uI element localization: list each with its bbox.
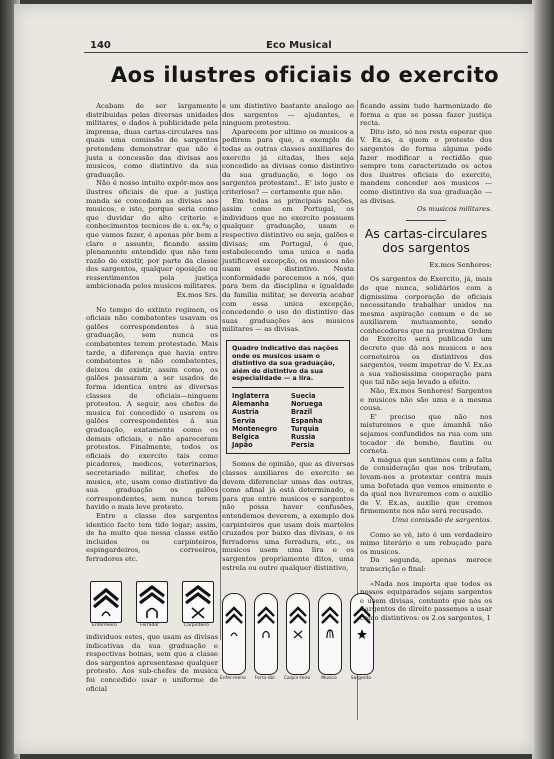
country-list xyxy=(232,392,344,449)
country: Alemanha xyxy=(232,400,269,409)
figure-label: Sargento xyxy=(350,676,372,681)
chevron-figures xyxy=(86,581,218,629)
country: Servia xyxy=(232,416,256,425)
paragraph: Não, Ex.mos Senhores! Sargentos e musicos não são uma e a mesma cousa. xyxy=(360,387,492,413)
signature: Os musicos militares. xyxy=(417,205,492,214)
header-rule xyxy=(84,52,528,53)
paragraph: Não é nosso intuito expôr-mos aos ilustres oficiais de que a justiça manda se concedam as divisas aos musicos, e isto, porque seria como que duvidar do alto criterio e conhecimentos tecnicos de s. ex.ªs; o que vamos fazer, é apenas pôr bem a claro o assunto, ficando assim plenamente entendido que não tem razão de existir, por parte da classe dos sargentos, qualquer oposição ou ressentimentos pela justiça ambicionada pelos musicos militares. xyxy=(86,179,218,291)
paragraph: individuos estes, que usam as divisas indicativas da sua graduação e respectivas boinas, sem que a classe dos sargentos apresentasse qualquer protesto. Aos sub-chefes de musica foi concedido usar o uniforme de oficial xyxy=(86,633,218,693)
sleeve-insignia-icon xyxy=(286,593,310,675)
paragraph: Aparecem por ultimo os musicos a pedirem para que, a exemplo de todas as outras classes auxiliares do exercito já citadas, lhes seja concedido as divisas como distintivo da sua graduação, e logo os sargentos protestam!.. E' isto justo e criterioso? — certamente que não. xyxy=(222,127,354,196)
figure-label: Carpin-teiro xyxy=(283,676,311,681)
column-1 xyxy=(86,102,218,563)
sleeve-insignia-icon xyxy=(318,593,342,675)
paragraph: «Nada nos importa que todos os nossos equiparados sejam sargentos e usem divisas, contanto que nós os Sargentos de direito passemos a usar como distintivos: os 2.os sargentos, 1 xyxy=(360,579,492,622)
paragraph: ficando assim tudo harmonizado de forma a que se possa fazer justiça recta. xyxy=(360,102,492,128)
column-divider xyxy=(220,100,221,640)
column-1-continued xyxy=(86,633,218,693)
figure-label: Carpinteiro xyxy=(184,623,209,628)
country: Russia xyxy=(291,433,316,442)
country-column-right xyxy=(291,392,344,449)
table-rule xyxy=(232,387,344,388)
page-edge xyxy=(532,0,554,759)
section-title: As cartas-circulares dos sargentos xyxy=(364,225,488,255)
figure-label: Enfermeiro xyxy=(92,623,117,628)
figure-label: Ferra-dor xyxy=(254,676,276,681)
sleeve-insignia-icon xyxy=(222,593,246,675)
country: Suecia xyxy=(291,392,316,400)
salutation: Ex.mos Srs. xyxy=(176,291,218,300)
country: Persia xyxy=(291,441,315,450)
paragraph: e um distintivo bastante analogo ao dos sargentos — ajudantes, e ninguem protestou. xyxy=(222,102,354,128)
country: Inglaterra xyxy=(232,392,270,400)
paragraph: Os sargentos do Exercito, já, mais do que nunca, solidários com a dignissima corporação de oficiais necessitando trabalhar unidos na mesma aspiração comum e de se auxiliarem mutuamente, sendo conhecedores que na proxima Ordem do Exército será publicado um decreto que dá aos musicos e aos corneteiros os distintivos dos sargentos, veem impetrar de V. Ex.as a sua valiosissima cooperação para que tal não seja levado a efeito. xyxy=(360,275,492,387)
country-column-left xyxy=(232,392,285,449)
chevron-badge-horseshoe-icon xyxy=(136,581,168,623)
country: Turquia xyxy=(291,424,319,433)
paragraph: Somos de opinião, que as diversas classes auxiliares do exercito se devem diferenciar umas das outras, como afinal já está determinado, e para que entre musicos e sargentos não possa haver confusões, entendemos deverem, a exemplo dos carpinteiros que usam dois martelos cruzados por baixo das divisas, e os ferradores uma ferradura, etc., os musicos usem uma lira e os sargentos propriamente ditos, uma estrela ou outro qualquer distintivo, xyxy=(222,460,354,572)
country: Brazil xyxy=(291,408,313,417)
country: Belgica xyxy=(232,433,260,442)
paragraph: Como se vê, isto é um verdadeiro mimo literário e um rebuçado para os musicos. xyxy=(360,530,492,556)
paragraph: Entre a classe dos sargentos identico facto tem tido logar; assim, de ha muito que nessa classe estão incluidos os carpinteiros, espingardeiros, correeiros, ferradores etc. xyxy=(86,511,218,563)
page-number: 140 xyxy=(90,40,111,51)
country: Japão xyxy=(232,441,253,450)
signature: Uma comissão de sargentos. xyxy=(391,515,492,524)
paragraph: Da segunda, apenas merece transcrição o final: xyxy=(360,556,492,573)
sleeve-figures xyxy=(218,593,378,685)
country: Austria xyxy=(232,408,259,417)
running-header: Eco Musical xyxy=(266,40,332,51)
article-title: Aos ilustres oficiais do exercito xyxy=(110,63,500,87)
column-3 xyxy=(360,102,492,622)
country: Espanha xyxy=(291,416,323,425)
chevron-badge-lyre-icon xyxy=(90,581,122,623)
chevron-badge-hammers-icon xyxy=(182,581,214,623)
nations-table xyxy=(226,340,350,454)
figure-label: Musico xyxy=(321,676,337,681)
country: Noruega xyxy=(291,400,323,409)
country: Montenegro xyxy=(232,424,278,433)
paragraph: A mágua que sentimos com a falta de consideração que nos tributam, levam-nos a protestar contra mais uma bofetada que vemos eminente e da qual nos livraremos com o auxilio de V. Ex.as, auxilio que cremos firmemente nos não será recusado. xyxy=(360,455,492,516)
column-2 xyxy=(222,102,354,572)
sleeve-insignia-icon xyxy=(254,593,278,675)
figure-label: Enfer-meiro xyxy=(219,676,247,681)
table-caption: Quadro indicativo das nações onde os musicos usam o distintivo da sua graduação, além do distintivo da sua especialidade — a lira. xyxy=(232,344,339,383)
paragraph: No tempo do extinto regimen, os oficiais não combatentes usavam os galões correspondentes á sua graduação, sem nunca os combatentes terem protestado. Mais tarde, a diferença que havia entre combatentes e não combatentes, deixou de existir, assim como, os galões passaram a ser usados de forma identica entre as diversas classes de oficiais—ninguem protestou. A seguir, aos chefes de musica foi concedido o usarem os galões correspondentes á sua graduação, exatamente como os demais oficiais, e não apareceram protestos. Finalmente, todos os oficiais do exercito tais como picadores, medicos, veterinarios, secretariado militar, chefes de musica, etc, usam como distintivo da sua graduação os galões correspondentes, sem nunca terem havido o mais leve protesto. xyxy=(86,305,218,512)
paragraph: Dito isto, só nos resta esperar que V. Ex.as, a quem o protesto dos sargentos de forma alguma pode fazer modificar a rectidão que sempre tem caracterizado os actos dos ilustres oficiais do exercito, mandem conceder aos musicos — como distintivo da sua graduação — as divisas. xyxy=(360,127,492,205)
paragraph: E' preciso que não nos misturemos e que ámanhã não sejamos confundidos na rua com um tocador de bombo, flautim ou corneta. xyxy=(360,412,492,456)
salutation: Ex.mos Senhores: xyxy=(429,260,492,269)
paragraph: Acabam de ser largamente distribuidas pelas diversas unidades militares, e dados à publicidade pela imprensa, duas cartas-circulares nas quais uma comissão de sargentos pretendem demonstrar que não é justa a concessão das divisas aos musicos, como distintivo da sua graduação. xyxy=(86,102,218,179)
section-rule xyxy=(406,220,446,221)
figure-label: Ferrador xyxy=(140,623,159,628)
paragraph: Em todas as principais nações, assim como em Portugal, os individuos que no exercito possuem qualquer graduação, usam o respectivo distintivo ou seja, galões e divisas; em Portugal, é que, estabelecendo uma unica e nada justificavel excepção, os musicos não usam esse distintivo. Nesta conformidade parecemos a nós, que para bem da disciplina e igualdade da familia militar, se deveria acabar com essa unica excepção, concedendo o uso do distintivo das suas graduações aos musicos militares — as divisas. xyxy=(222,196,354,334)
